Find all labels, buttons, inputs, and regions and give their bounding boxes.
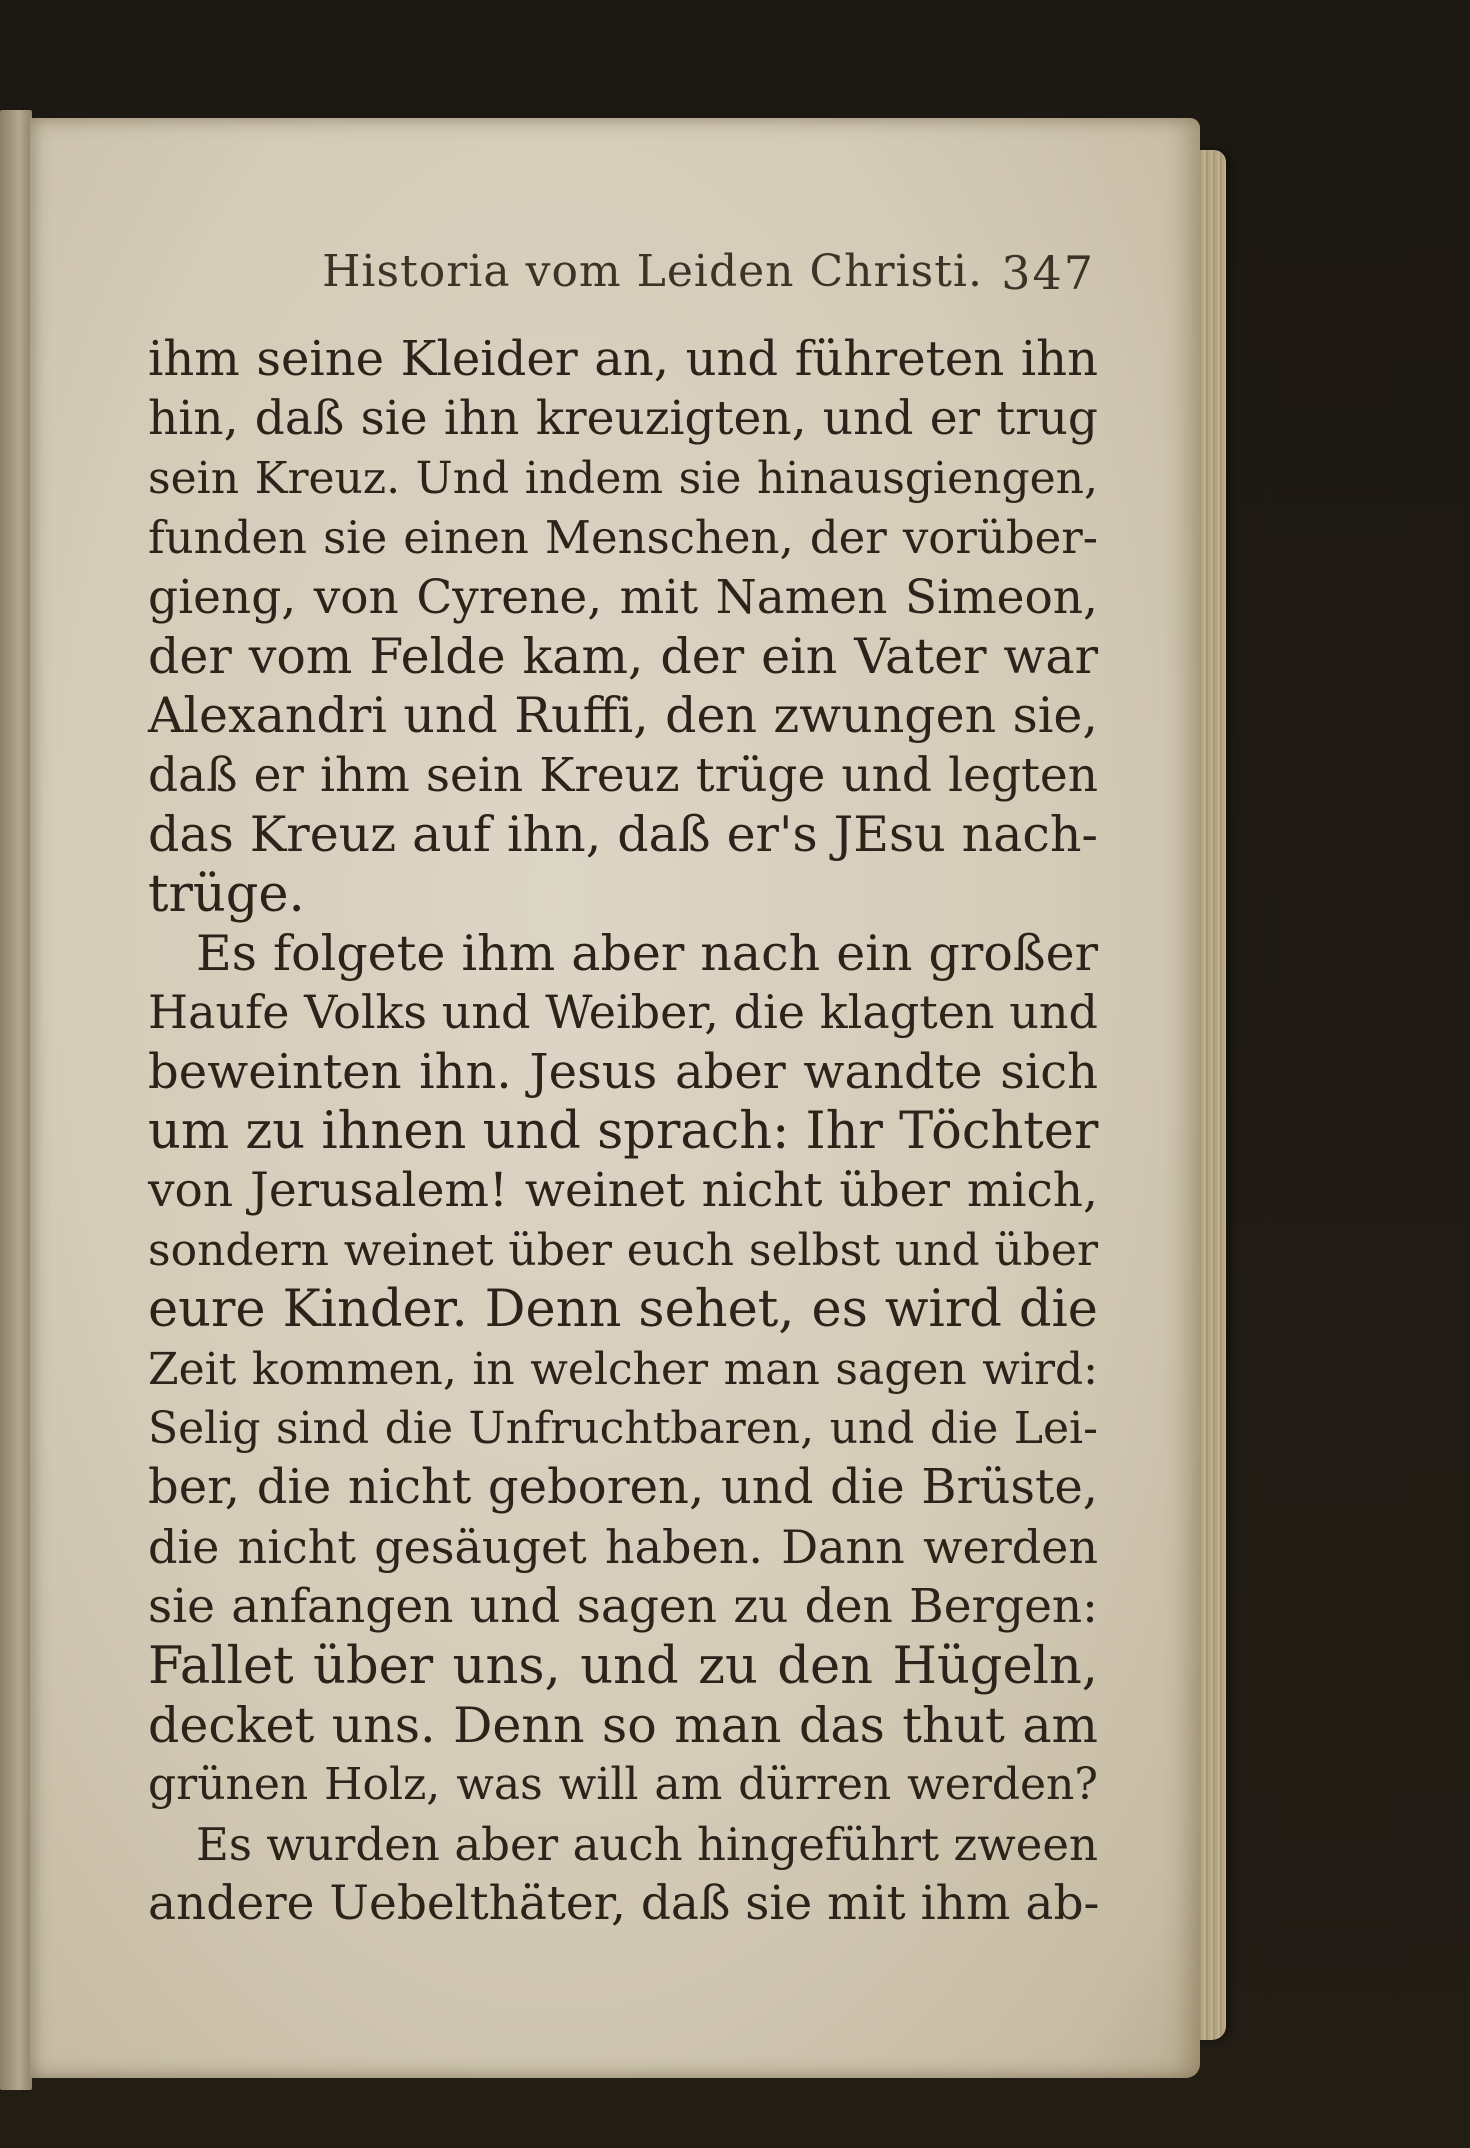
text-line: trüge. [148, 864, 305, 924]
text-line: hin, daß sie ihn kreuzigten, und er trug [148, 391, 1098, 447]
text-line: Alexandri und Ruffi, den zwungen sie, [148, 687, 1098, 745]
text-line: gieng, von Cyrene, mit Namen Simeon, [148, 569, 1098, 625]
text-line: andere Uebelthäter, daß sie mit ihm ab- [148, 1876, 1100, 1932]
text-line: um zu ihnen und sprach: Ihr Töchter [148, 1102, 1099, 1162]
text-line: beweinten ihn. Jesus aber wandte sich [148, 1043, 1098, 1100]
facing-page-edge [0, 110, 32, 2090]
body-text [148, 330, 1098, 1934]
text-line: daß er ihm sein Kreuz trüge und legten [148, 747, 1098, 803]
text-line: eure Kinder. Denn sehet, es wird die [148, 1280, 1098, 1340]
text-line: ber, die nicht geboren, und die Brüste, [148, 1459, 1098, 1516]
text-line: decket uns. Denn so man das thut am [148, 1696, 1098, 1754]
text-line: Fallet über uns, und zu den Hügeln, [148, 1636, 1098, 1696]
running-title: Historia vom Leiden Christi. [322, 246, 983, 297]
text-line: von Jerusalem! weinet nicht über mich, [148, 1163, 1098, 1219]
text-line: Zeit kommen, in welcher man sagen wird: [148, 1343, 1098, 1395]
page-header [150, 240, 1095, 310]
text-line: das Kreuz auf ihn, daß er's JEsu nach- [148, 806, 1098, 864]
text-line: ihm seine Kleider an, und führeten ihn [148, 331, 1098, 387]
paragraph-start-line: Es wurden aber auch hingeführt zween [196, 1817, 1098, 1871]
text-line: sie anfangen und sagen zu den Bergen: [148, 1579, 1098, 1635]
text-line: Haufe Volks und Weiber, die klagten und [148, 985, 1098, 1040]
paragraph-start-line: Es folgete ihm aber nach ein großer [196, 924, 1098, 982]
text-line: funden sie einen Menschen, der vorüber- [148, 511, 1098, 565]
text-line: Selig sind die Unfruchtbaren, und die Lei- [148, 1403, 1098, 1455]
text-line: sein Kreuz. Und indem sie hinausgiengen, [148, 452, 1098, 504]
text-line: die nicht gesäuget haben. Dann werden [148, 1519, 1098, 1574]
text-line: grünen Holz, was will am dürren werden? [148, 1759, 1098, 1811]
page-number: 347 [1001, 246, 1095, 300]
text-line: sondern weinet über euch selbst und über [148, 1224, 1098, 1276]
text-line: der vom Felde kam, der ein Vater war [148, 627, 1098, 685]
